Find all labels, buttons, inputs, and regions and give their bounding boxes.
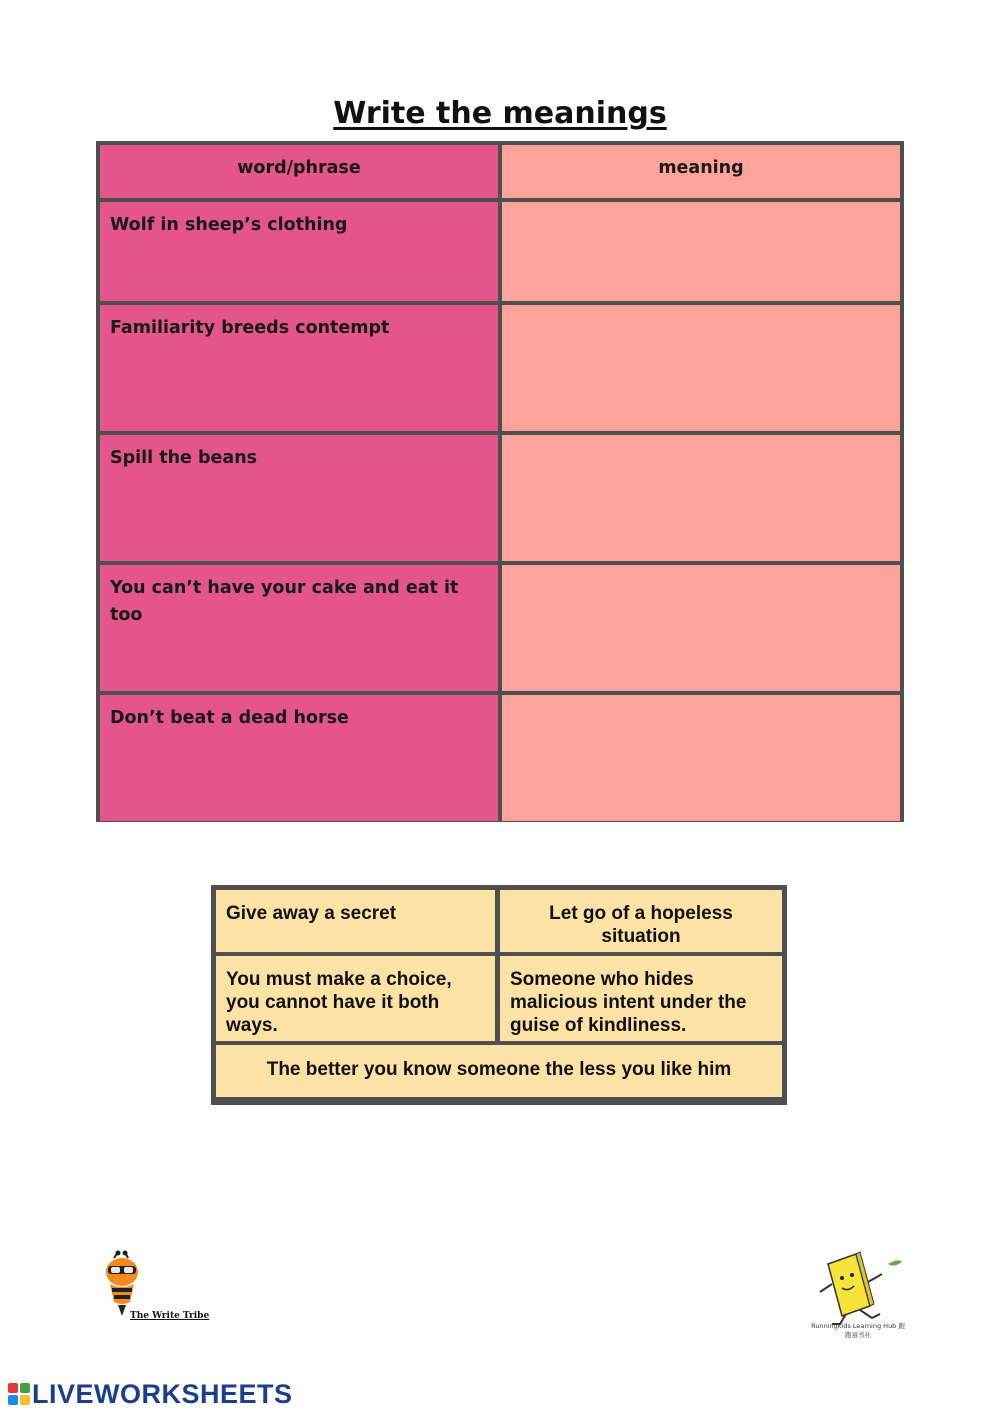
answer-bank — [211, 885, 787, 1105]
phrase-cell: Spill the beans — [100, 435, 498, 561]
phrase-cell: You can’t have your cake and eat it too — [100, 565, 498, 691]
phrase-cell: Wolf in sheep’s clothing — [100, 202, 498, 301]
running-book-logo-icon — [810, 1244, 906, 1328]
meaning-drop-zone[interactable] — [502, 202, 900, 301]
book-logo-caption: Runningkids Learning Hub 跑跑童书社 — [811, 1322, 905, 1339]
bee-logo-caption: The Write Tribe — [130, 1311, 210, 1321]
meaning-drop-zone[interactable] — [502, 435, 900, 561]
phrase-cell: Don’t beat a dead horse — [100, 695, 498, 821]
header-meaning: meaning — [502, 145, 900, 198]
answer-chip[interactable]: Someone who hides malicious intent under the guise of kindliness. — [500, 956, 782, 1041]
answer-chip[interactable]: Let go of a hopeless situation — [500, 890, 782, 952]
header-word-phrase: word/phrase — [100, 145, 498, 198]
page-title: Write the meanings — [333, 96, 667, 131]
meaning-drop-zone[interactable] — [502, 565, 900, 691]
phrase-cell: Familiarity breeds contempt — [100, 305, 498, 431]
meaning-drop-zone[interactable] — [502, 305, 900, 431]
liveworksheets-logo-icon — [8, 1383, 30, 1405]
footer-brand[interactable] — [8, 1379, 293, 1409]
brand-text: LIVEWORKSHEETS — [32, 1378, 293, 1409]
meaning-drop-zone[interactable] — [502, 695, 900, 821]
answer-chip[interactable]: Give away a secret — [216, 890, 495, 952]
meanings-table — [96, 141, 904, 822]
answer-chip[interactable]: You must make a choice, you cannot have it both ways. — [216, 956, 495, 1041]
answer-chip[interactable]: The better you know someone the less you like him — [216, 1045, 782, 1097]
